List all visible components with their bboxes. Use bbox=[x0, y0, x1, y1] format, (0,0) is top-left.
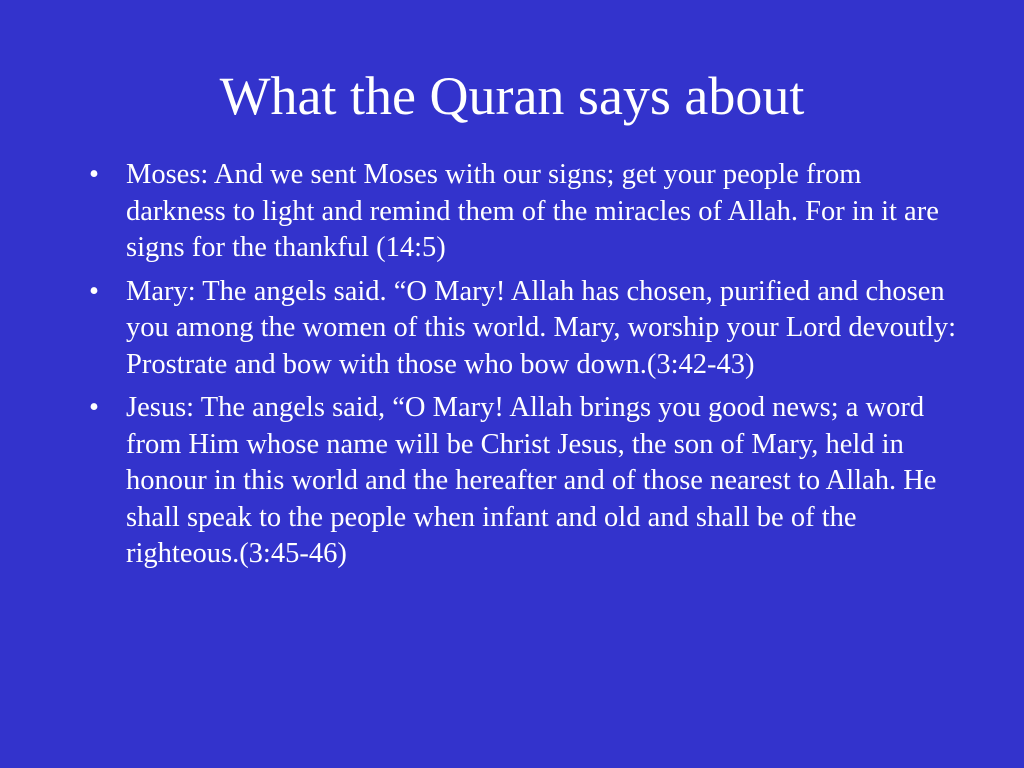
bullet-item-jesus bbox=[82, 390, 962, 573]
bullet-item-moses bbox=[82, 157, 962, 267]
bullet-item-mary bbox=[82, 274, 962, 384]
bullet-icon: • bbox=[89, 392, 99, 423]
bullet-text: Mary: The angels said. “O Mary! Allah has chosen, purified and chosen you among the women of this world. Mary, worship your Lord devoutly: Prostrate and bow with those who bow down.(3:42-43) bbox=[126, 275, 957, 380]
bullet-icon: • bbox=[89, 159, 99, 190]
bullet-text: Jesus: The angels said, “O Mary! Allah brings you good news; a word from Him whose name will be Christ Jesus, the son of Mary, held in honour in this world and the hereafter and of those nearest to Allah. He shall speak to the people when infant and old and shall be of the righteous.(3:45-46) bbox=[126, 392, 937, 569]
slide-title: What the Quran says about bbox=[219, 66, 805, 126]
bullet-list bbox=[82, 157, 962, 580]
bullet-text: Moses: And we sent Moses with our signs; get your people from darkness to light and remind them of the miracles of Allah. For in it are signs for the thankful (14:5) bbox=[126, 159, 939, 263]
bullet-icon: • bbox=[89, 275, 99, 307]
